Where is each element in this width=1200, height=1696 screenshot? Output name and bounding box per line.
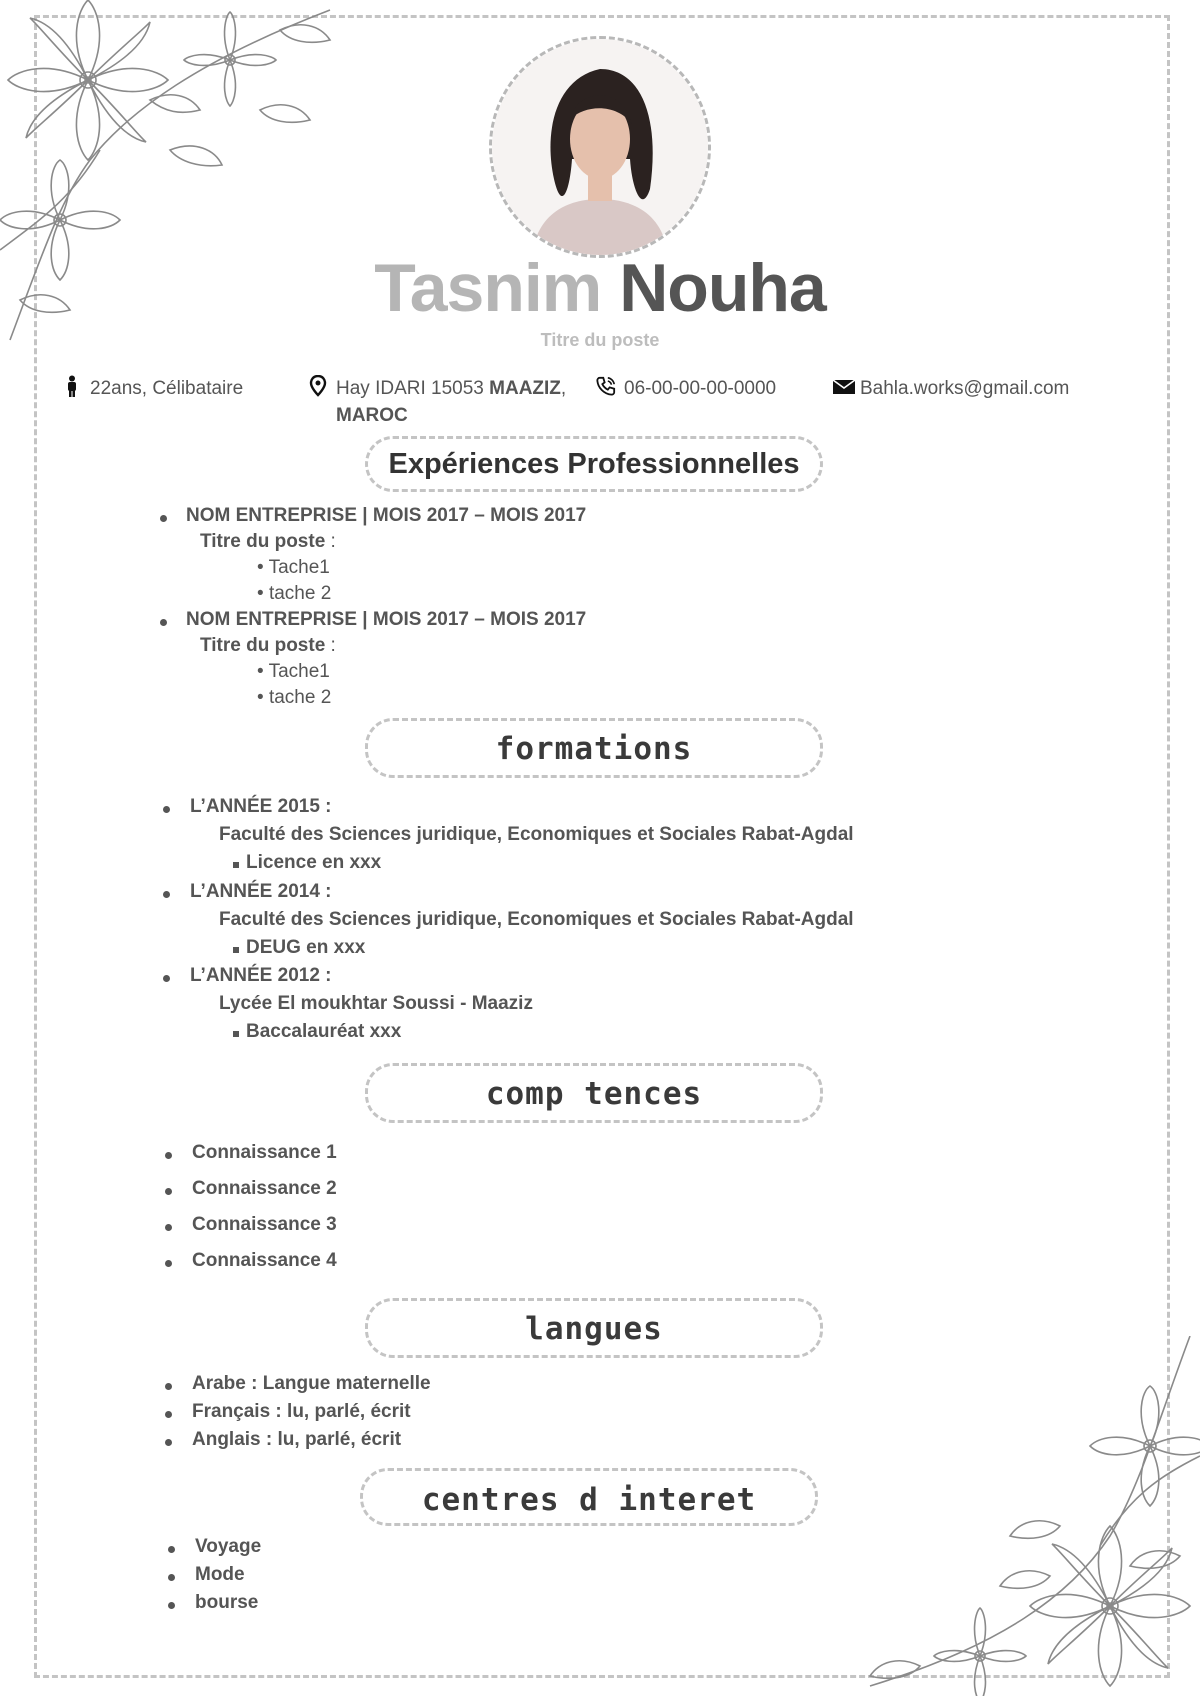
list-bullet: [168, 1546, 175, 1553]
person-icon: [62, 375, 82, 397]
last-name: Nouha: [619, 250, 826, 326]
list-bullet: [163, 975, 170, 982]
address-city: MAAZIZ: [489, 378, 561, 399]
formation-year: L’ANNÉE 2015 :: [190, 796, 332, 817]
competence-item: Connaissance 2: [192, 1178, 337, 1199]
full-name: [0, 248, 1200, 328]
phone-number: 06-00-00-00-0000: [624, 378, 777, 399]
langue-item: Anglais : lu, parlé, écrit: [192, 1429, 402, 1450]
competence-item: Connaissance 3: [192, 1214, 337, 1235]
list-bullet: [165, 1260, 172, 1267]
address-comma: ,: [560, 378, 567, 399]
list-bullet: [160, 515, 167, 522]
formations-heading: formations: [365, 718, 823, 778]
experience-task: • Tache1: [257, 661, 330, 682]
formation-year: L’ANNÉE 2014 :: [190, 881, 332, 902]
competences-heading: comp tences: [365, 1063, 823, 1123]
langue-item: Arabe : Langue maternelle: [192, 1373, 431, 1394]
role-colon: :: [325, 635, 336, 656]
interet-item: Mode: [195, 1564, 245, 1585]
formation-year: L’ANNÉE 2012 :: [190, 965, 332, 986]
role-label: Titre du poste: [200, 531, 326, 552]
floral-decoration-bottom-right: [860, 1336, 1200, 1696]
experience-role: [200, 531, 336, 553]
task-text: tache 2: [268, 583, 332, 604]
job-title: Titre du poste: [540, 330, 660, 350]
list-bullet: [163, 806, 170, 813]
role-colon: :: [325, 531, 336, 552]
experiences-heading: Expériences Professionnelles: [365, 436, 823, 492]
location-pin-icon: [308, 375, 328, 397]
formation-school: Faculté des Sciences juridique, Economiques et Sociales Rabat-Agdal: [219, 909, 854, 930]
square-bullet: [233, 947, 239, 953]
first-name: Tasnim: [374, 250, 602, 326]
experience-task: • tache 2: [257, 583, 332, 604]
list-bullet: [160, 619, 167, 626]
formation-diploma: Baccalauréat xxx: [246, 1021, 402, 1042]
experience-entry-header: NOM ENTREPRISE | MOIS 2017 – MOIS 2017: [186, 505, 587, 526]
experience-role: [200, 635, 336, 657]
list-bullet: [163, 891, 170, 898]
email-address: Bahla.works@gmail.com: [860, 378, 1070, 399]
langue-item: Français : lu, parlé, écrit: [192, 1401, 411, 1422]
experience-task: • tache 2: [257, 687, 332, 708]
competence-item: Connaissance 1: [192, 1142, 337, 1163]
task-text: tache 2: [268, 687, 332, 708]
list-bullet: [168, 1574, 175, 1581]
envelope-icon: [832, 375, 856, 397]
formation-diploma: DEUG en xxx: [246, 937, 366, 958]
address-country: MAROC: [336, 405, 408, 426]
langues-heading: langues: [365, 1298, 823, 1358]
square-bullet: [233, 862, 239, 868]
experience-entry-header: NOM ENTREPRISE | MOIS 2017 – MOIS 2017: [186, 609, 587, 630]
phone-icon: [596, 375, 616, 397]
list-bullet: [165, 1383, 172, 1390]
experience-task: • Tache1: [257, 557, 330, 578]
interets-heading: centres d interet: [360, 1468, 818, 1526]
interet-item: Voyage: [195, 1536, 262, 1557]
list-bullet: [165, 1411, 172, 1418]
age-status-text: 22ans, Célibataire: [90, 378, 244, 399]
address-street: Hay IDARI 15053: [336, 378, 490, 399]
formation-school: Faculté des Sciences juridique, Economiques et Sociales Rabat-Agdal: [219, 824, 854, 845]
role-label: Titre du poste: [200, 635, 326, 656]
square-bullet: [233, 1031, 239, 1037]
profile-photo: [489, 36, 711, 258]
interet-item: bourse: [195, 1592, 259, 1613]
task-text: Tache1: [268, 661, 330, 682]
address-line-1: [336, 375, 566, 402]
list-bullet: [165, 1188, 172, 1195]
list-bullet: [165, 1224, 172, 1231]
task-text: Tache1: [268, 557, 330, 578]
competence-item: Connaissance 4: [192, 1250, 337, 1271]
formation-diploma: Licence en xxx: [246, 852, 382, 873]
formation-school: Lycée El moukhtar Soussi - Maaziz: [219, 993, 533, 1014]
portrait-icon: [492, 39, 708, 255]
list-bullet: [165, 1152, 172, 1159]
list-bullet: [168, 1602, 175, 1609]
list-bullet: [165, 1439, 172, 1446]
